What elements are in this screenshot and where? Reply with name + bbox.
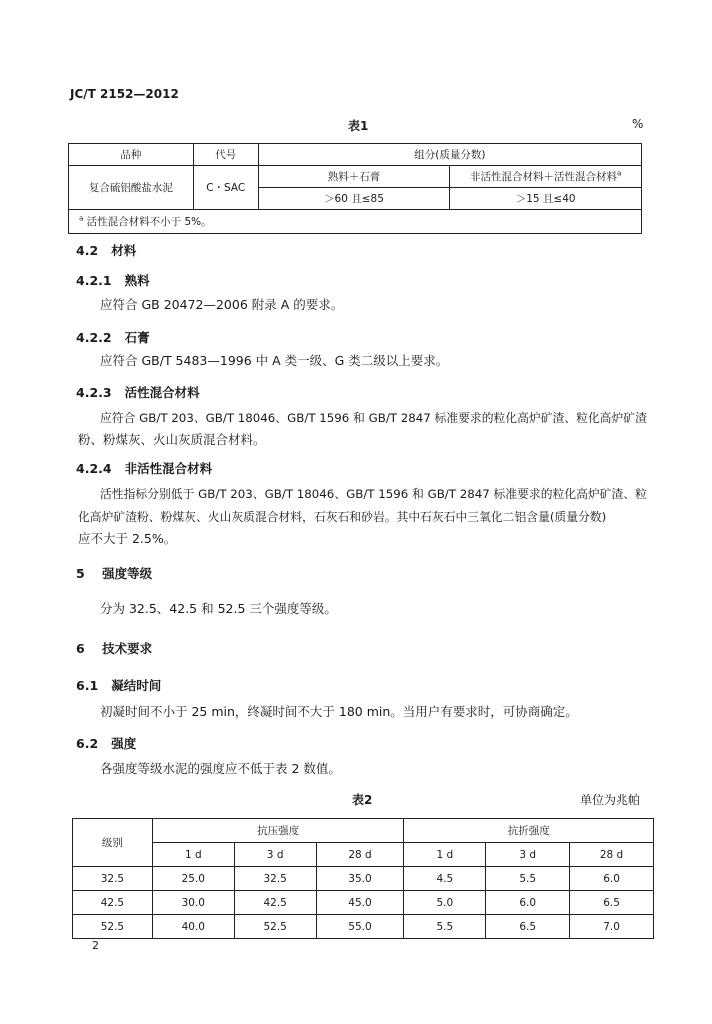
sub-clinker-header: 熟料＋石膏: [258, 166, 450, 188]
paragraph-4-2-4-line1: 活性指标分别低于 GB/T 203、GB/T 18046、GB/T 1596 和 GB/T 2847 标准要求的粒化高炉矿渣、粒: [100, 487, 647, 501]
age-header: 3 d: [486, 843, 570, 867]
value-cell: 42.5: [234, 891, 316, 915]
heading-number: 6.2: [76, 736, 99, 751]
heading-4-2-2: [76, 328, 150, 346]
value-cell: 30.0: [152, 891, 234, 915]
paragraph-4-2-3-line2: 粉、粉煤灰、火山灰质混合材料。: [78, 432, 266, 447]
paragraph-4-2-4-line3: 应不大于 2.5%。: [78, 531, 177, 546]
row-variety: 复合硫铝酸盐水泥: [69, 166, 194, 210]
table2-unit: 单位为兆帕: [580, 793, 641, 807]
grade-cell: 52.5: [73, 915, 153, 939]
standard-id: JC/T 2152—2012: [70, 87, 179, 101]
row-mix-value: ＞15 且≤40: [450, 188, 642, 210]
value-cell: 52.5: [234, 915, 316, 939]
heading-5: [76, 564, 152, 582]
paragraph-4-2-3-line1: 应符合 GB/T 203、GB/T 18046、GB/T 1596 和 GB/T 2847 标准要求的粒化高炉矿渣、粒化高炉矿渣: [100, 411, 647, 425]
value-cell: 32.5: [234, 867, 316, 891]
row-code: C・SAC: [193, 166, 258, 210]
strength-table: [72, 818, 654, 939]
table-row: [73, 915, 654, 939]
age-header: 3 d: [234, 843, 316, 867]
value-cell: 40.0: [152, 915, 234, 939]
value-cell: 6.5: [486, 915, 570, 939]
heading-number: 6.1: [76, 678, 99, 693]
sub-mix-header: [450, 166, 642, 188]
paragraph-6-1: 初凝时间不小于 25 min，终凝时间不大于 180 min。当用户有要求时，可协商确定。: [100, 704, 578, 719]
heading-number: 4.2: [76, 243, 99, 258]
col-code-header: 代号: [193, 144, 258, 166]
table1-unit: %: [632, 117, 644, 131]
col-composition-header: 组分(质量分数): [258, 144, 641, 166]
heading-number: 5: [76, 566, 85, 581]
value-cell: 4.5: [404, 867, 486, 891]
table-row: [73, 891, 654, 915]
value-cell: 45.0: [316, 891, 404, 915]
heading-6-2: [76, 734, 136, 752]
footnote-mark: a: [79, 214, 84, 223]
value-cell: 6.0: [570, 867, 654, 891]
heading-number: 4.2.4: [76, 461, 112, 476]
heading-number: 6: [76, 641, 85, 656]
group-flexural-header: 抗折强度: [404, 819, 654, 843]
heading-title: 凝结时间: [111, 678, 162, 693]
heading-title: 强度等级: [102, 566, 153, 581]
grade-cell: 42.5: [73, 891, 153, 915]
age-header: 1 d: [404, 843, 486, 867]
heading-title: 技术要求: [102, 641, 153, 656]
heading-title: 非活性混合材料: [124, 461, 213, 476]
value-cell: 5.0: [404, 891, 486, 915]
row-clinker-value: ＞60 且≤85: [258, 188, 450, 210]
heading-6: [76, 639, 152, 657]
age-header: 1 d: [152, 843, 234, 867]
composition-table: [68, 143, 642, 234]
table1-caption: 表1: [348, 119, 369, 133]
value-cell: 6.5: [570, 891, 654, 915]
value-cell: 35.0: [316, 867, 404, 891]
heading-4-2-4: [76, 459, 212, 477]
heading-6-1: [76, 676, 161, 694]
col-variety-header: 品种: [69, 144, 194, 166]
heading-4-2: [76, 241, 136, 259]
value-cell: 5.5: [486, 867, 570, 891]
paragraph-4-2-2: 应符合 GB/T 5483—1996 中 A 类一级、G 类二级以上要求。: [100, 353, 449, 368]
table1-footnote: [69, 210, 642, 234]
value-cell: 5.5: [404, 915, 486, 939]
table2-caption: 表2: [352, 793, 373, 807]
heading-number: 4.2.3: [76, 385, 112, 400]
heading-4-2-3: [76, 383, 200, 401]
paragraph-4-2-4-line2: 化高炉矿渣粉、粉煤灰、火山灰质混合材料，石灰石和砂岩。其中石灰石中三氧化二铝含量(质量分数): [78, 510, 607, 524]
footnote-text: 活性混合材料不小于 5%。: [86, 216, 212, 228]
paragraph-4-2-1: 应符合 GB 20472—2006 附录 A 的要求。: [100, 297, 344, 312]
page-number: 2: [92, 939, 99, 952]
value-cell: 7.0: [570, 915, 654, 939]
heading-title: 材料: [111, 243, 137, 258]
group-compressive-header: 抗压强度: [152, 819, 404, 843]
heading-4-2-1: [76, 271, 150, 289]
heading-number: 4.2.1: [76, 273, 112, 288]
heading-number: 4.2.2: [76, 330, 112, 345]
age-header: 28 d: [316, 843, 404, 867]
paragraph-6-2: 各强度等级水泥的强度应不低于表 2 数值。: [100, 761, 341, 776]
heading-title: 熟料: [124, 273, 150, 288]
heading-title: 活性混合材料: [124, 385, 200, 400]
footnote-ref: a: [617, 169, 622, 178]
age-header: 28 d: [570, 843, 654, 867]
heading-title: 石膏: [124, 330, 150, 345]
heading-title: 强度: [111, 736, 137, 751]
paragraph-5: 分为 32.5、42.5 和 52.5 三个强度等级。: [100, 601, 337, 616]
col-grade-header: 级别: [73, 819, 153, 867]
value-cell: 25.0: [152, 867, 234, 891]
value-cell: 6.0: [486, 891, 570, 915]
value-cell: 55.0: [316, 915, 404, 939]
grade-cell: 32.5: [73, 867, 153, 891]
sub-mix-label: 非活性混合材料＋活性混合材料: [470, 171, 618, 183]
table-row: [73, 867, 654, 891]
